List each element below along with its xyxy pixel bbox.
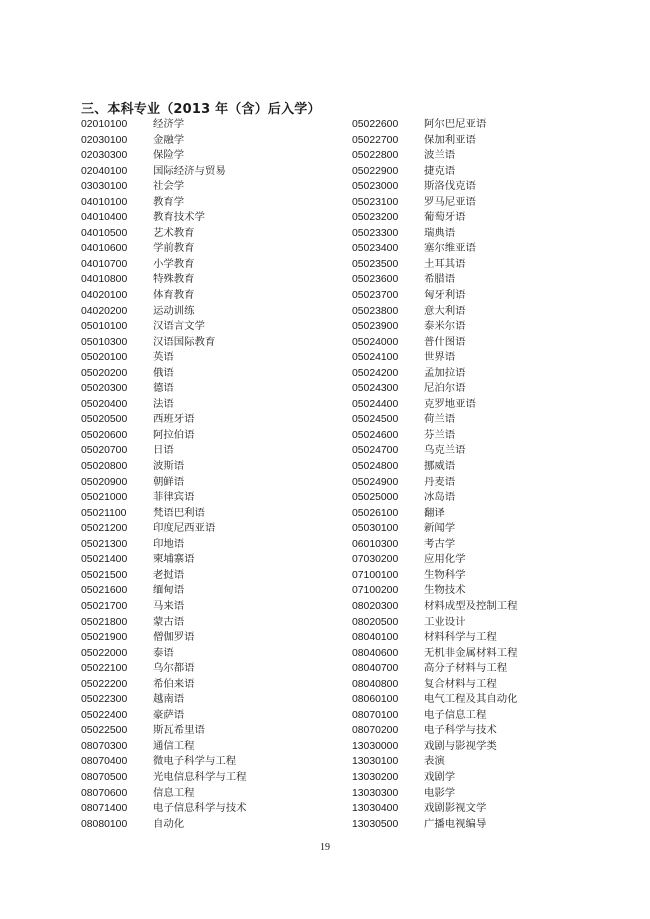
major-row xyxy=(352,630,518,646)
major-row xyxy=(81,272,247,288)
major-code: 05022300 xyxy=(81,694,128,706)
major-name: 电子信息工程 xyxy=(424,708,487,721)
major-name: 电影学 xyxy=(424,786,456,799)
major-code: 05022000 xyxy=(81,647,128,659)
major-row xyxy=(352,770,518,786)
major-name: 微电子科学与工程 xyxy=(153,755,237,768)
major-row xyxy=(352,226,518,242)
major-name: 汉语言文学 xyxy=(153,320,205,333)
major-code: 05023200 xyxy=(352,212,399,224)
major-name: 小学教育 xyxy=(153,257,195,270)
major-row xyxy=(352,428,518,444)
major-code: 05023500 xyxy=(352,258,399,270)
major-code: 08040800 xyxy=(352,678,399,690)
major-name: 尼泊尔语 xyxy=(424,382,466,395)
major-code: 13030000 xyxy=(352,740,399,752)
major-code: 05023800 xyxy=(352,305,399,317)
major-code: 05020400 xyxy=(81,398,128,410)
major-code: 08071400 xyxy=(81,803,128,815)
major-code: 08040700 xyxy=(352,663,399,675)
major-name: 乌克兰语 xyxy=(424,444,466,457)
major-code: 05020500 xyxy=(81,414,128,426)
major-code: 08070300 xyxy=(81,740,128,752)
major-row xyxy=(352,490,518,506)
major-name: 捷克语 xyxy=(424,164,456,177)
major-name: 希腊语 xyxy=(424,273,456,286)
major-code: 05023600 xyxy=(352,274,399,286)
major-code: 08070400 xyxy=(81,756,128,768)
major-code: 08020300 xyxy=(352,600,399,612)
major-row xyxy=(81,692,247,708)
major-code: 13030400 xyxy=(352,803,399,815)
major-row xyxy=(81,366,247,382)
major-code: 05023100 xyxy=(352,196,399,208)
major-row xyxy=(352,583,518,599)
major-code: 02010100 xyxy=(81,119,128,130)
major-code: 08020500 xyxy=(352,616,399,628)
major-name: 挪威语 xyxy=(424,460,456,473)
major-name: 匈牙利语 xyxy=(424,289,466,302)
major-code: 04010600 xyxy=(81,243,128,255)
major-name: 乌尔都语 xyxy=(153,662,195,675)
major-name: 冰岛语 xyxy=(424,491,456,504)
major-row xyxy=(81,381,247,397)
major-name: 教育技术学 xyxy=(153,211,205,224)
major-row xyxy=(352,381,518,397)
major-name: 豪萨语 xyxy=(153,708,185,721)
major-name: 马来语 xyxy=(153,599,185,612)
major-row xyxy=(81,490,247,506)
major-row xyxy=(352,677,518,693)
major-name: 国际经济与贸易 xyxy=(153,164,226,177)
major-name: 越南语 xyxy=(153,693,185,706)
major-name: 戏剧与影视学类 xyxy=(424,739,497,752)
major-name: 缅甸语 xyxy=(153,584,185,597)
major-code: 05020300 xyxy=(81,383,128,395)
major-row xyxy=(81,552,247,568)
major-row xyxy=(352,195,518,211)
major-row xyxy=(81,335,247,351)
major-name: 波兰语 xyxy=(424,149,456,162)
major-code: 05025000 xyxy=(352,492,399,504)
major-name: 戏剧影视文学 xyxy=(424,802,487,815)
major-name: 生物技术 xyxy=(424,584,466,597)
major-name: 英语 xyxy=(153,351,174,364)
major-name: 普什图语 xyxy=(424,335,466,348)
major-name: 新闻学 xyxy=(424,522,456,535)
major-code: 05022400 xyxy=(81,709,128,721)
major-name: 泰米尔语 xyxy=(424,320,466,333)
major-name: 通信工程 xyxy=(153,739,195,752)
major-code: 05030100 xyxy=(352,523,399,535)
major-row xyxy=(81,568,247,584)
major-row xyxy=(352,739,518,755)
major-row xyxy=(352,304,518,320)
major-code: 02040100 xyxy=(81,165,128,177)
major-name: 老挝语 xyxy=(153,568,185,581)
major-code: 04010800 xyxy=(81,274,128,286)
major-row xyxy=(81,443,247,459)
major-code: 08080100 xyxy=(81,818,128,830)
major-row xyxy=(81,226,247,242)
major-code: 05020600 xyxy=(81,429,128,441)
major-code: 05010300 xyxy=(81,336,128,348)
major-row xyxy=(352,443,518,459)
major-row xyxy=(352,117,518,133)
major-name: 电子科学与技术 xyxy=(424,724,497,737)
major-name: 保加利亚语 xyxy=(424,133,476,146)
major-name: 保险学 xyxy=(153,149,185,162)
major-name: 印地语 xyxy=(153,537,185,550)
major-code: 05023700 xyxy=(352,290,399,302)
major-name: 土耳其语 xyxy=(424,257,466,270)
major-row xyxy=(81,164,247,180)
major-code: 05010100 xyxy=(81,321,128,333)
major-row xyxy=(352,272,518,288)
major-row xyxy=(81,117,247,133)
major-code: 05024100 xyxy=(352,352,399,364)
major-code: 05024300 xyxy=(352,383,399,395)
major-name: 德语 xyxy=(153,382,174,395)
major-code: 13030300 xyxy=(352,787,399,799)
major-row xyxy=(352,537,518,553)
major-row xyxy=(352,692,518,708)
major-row xyxy=(81,506,247,522)
major-code: 05022500 xyxy=(81,725,128,737)
major-name: 荷兰语 xyxy=(424,413,456,426)
major-code: 05021600 xyxy=(81,585,128,597)
major-code: 05021700 xyxy=(81,600,128,612)
major-code: 05021400 xyxy=(81,554,128,566)
major-row xyxy=(352,661,518,677)
section-title: 三、本科专业（2013 年（含）后入学） xyxy=(81,102,321,117)
major-name: 孟加拉语 xyxy=(424,366,466,379)
major-name: 斯瓦希里语 xyxy=(153,724,205,737)
major-code: 08070200 xyxy=(352,725,399,737)
major-name: 世界语 xyxy=(424,351,456,364)
major-name: 经济学 xyxy=(153,118,185,130)
major-name: 高分子材料与工程 xyxy=(424,662,508,675)
major-row xyxy=(352,568,518,584)
major-name: 葡萄牙语 xyxy=(424,211,466,224)
major-name: 希伯来语 xyxy=(153,677,195,690)
major-row xyxy=(81,397,247,413)
major-name: 应用化学 xyxy=(424,553,466,566)
major-name: 蒙古语 xyxy=(153,615,185,628)
major-row xyxy=(352,506,518,522)
major-row xyxy=(352,164,518,180)
major-name: 教育学 xyxy=(153,195,185,208)
major-row xyxy=(352,599,518,615)
major-name: 日语 xyxy=(153,444,174,457)
major-code: 07100100 xyxy=(352,569,399,581)
major-row xyxy=(81,459,247,475)
major-row xyxy=(352,708,518,724)
major-row xyxy=(352,552,518,568)
major-code: 08060100 xyxy=(352,694,399,706)
major-row xyxy=(81,583,247,599)
major-name: 柬埔寨语 xyxy=(153,553,195,566)
major-row xyxy=(81,148,247,164)
major-row xyxy=(81,770,247,786)
major-name: 光电信息科学与工程 xyxy=(153,770,247,783)
major-row xyxy=(352,241,518,257)
major-name: 无机非金属材料工程 xyxy=(424,646,518,659)
major-row xyxy=(352,397,518,413)
major-name: 克罗地亚语 xyxy=(424,397,476,410)
major-row xyxy=(81,739,247,755)
major-name: 瑞典语 xyxy=(424,226,456,239)
major-name: 电气工程及其自动化 xyxy=(424,693,518,706)
page-number: 19 xyxy=(320,842,330,853)
major-code: 05021300 xyxy=(81,538,128,550)
major-row xyxy=(352,801,518,817)
major-name: 菲律宾语 xyxy=(153,491,195,504)
major-code: 04010500 xyxy=(81,227,128,239)
major-name: 朝鲜语 xyxy=(153,475,185,488)
major-code: 05022900 xyxy=(352,165,399,177)
major-code: 05022100 xyxy=(81,663,128,675)
major-row xyxy=(352,319,518,335)
major-code: 04020200 xyxy=(81,305,128,317)
major-row xyxy=(352,335,518,351)
major-name: 表演 xyxy=(424,755,445,768)
major-row xyxy=(81,615,247,631)
major-name: 自动化 xyxy=(153,817,185,830)
left-column xyxy=(81,117,247,832)
major-name: 戏剧学 xyxy=(424,770,456,783)
major-name: 阿尔巴尼亚语 xyxy=(424,118,487,130)
major-name: 芬兰语 xyxy=(424,428,456,441)
major-name: 阿拉伯语 xyxy=(153,428,195,441)
major-row xyxy=(81,133,247,149)
major-code: 06010300 xyxy=(352,538,399,550)
major-code: 04010400 xyxy=(81,212,128,224)
major-row xyxy=(352,148,518,164)
major-code: 05023400 xyxy=(352,243,399,255)
major-name: 社会学 xyxy=(153,180,185,193)
major-code: 13030100 xyxy=(352,756,399,768)
major-row xyxy=(81,319,247,335)
major-row xyxy=(352,615,518,631)
major-row xyxy=(81,677,247,693)
major-name: 汉语国际教育 xyxy=(153,335,216,348)
major-row xyxy=(81,241,247,257)
major-name: 艺术教育 xyxy=(153,226,195,239)
major-row xyxy=(352,723,518,739)
major-code: 05024700 xyxy=(352,445,399,457)
major-code: 05020100 xyxy=(81,352,128,364)
major-name: 特殊教育 xyxy=(153,273,195,286)
major-code: 05024600 xyxy=(352,429,399,441)
major-code: 05023000 xyxy=(352,181,399,193)
major-name: 泰语 xyxy=(153,646,174,659)
major-row xyxy=(352,475,518,491)
major-name: 考古学 xyxy=(424,537,456,550)
major-code: 05020200 xyxy=(81,367,128,379)
major-row xyxy=(352,366,518,382)
major-row xyxy=(352,646,518,662)
major-name: 罗马尼亚语 xyxy=(424,195,476,208)
major-row xyxy=(81,723,247,739)
major-code: 05022700 xyxy=(352,134,399,146)
major-code: 02030100 xyxy=(81,134,128,146)
major-code: 08040600 xyxy=(352,647,399,659)
major-code: 08040100 xyxy=(352,632,399,644)
major-row xyxy=(81,708,247,724)
major-name: 斯洛伐克语 xyxy=(424,180,476,193)
major-code: 05024800 xyxy=(352,461,399,473)
major-row xyxy=(352,257,518,273)
major-name: 印度尼西亚语 xyxy=(153,522,216,535)
major-row xyxy=(81,257,247,273)
major-code: 05021900 xyxy=(81,632,128,644)
major-code: 05024200 xyxy=(352,367,399,379)
major-name: 复合材料与工程 xyxy=(424,677,497,690)
major-name: 俄语 xyxy=(153,366,174,379)
major-name: 法语 xyxy=(153,397,174,410)
major-code: 05020700 xyxy=(81,445,128,457)
major-name: 材料科学与工程 xyxy=(424,631,497,644)
major-name: 运动训练 xyxy=(153,304,195,317)
major-code: 05021100 xyxy=(81,507,127,519)
major-code: 05023300 xyxy=(352,227,399,239)
major-row xyxy=(81,646,247,662)
major-name: 金融学 xyxy=(153,133,185,146)
major-row xyxy=(81,210,247,226)
major-row xyxy=(81,179,247,195)
major-row xyxy=(352,754,518,770)
major-row xyxy=(81,475,247,491)
major-name: 翻译 xyxy=(424,506,445,519)
major-name: 梵语巴利语 xyxy=(153,506,205,519)
major-row xyxy=(81,754,247,770)
major-row xyxy=(352,521,518,537)
major-code: 05020900 xyxy=(81,476,128,488)
major-code: 05022200 xyxy=(81,678,128,690)
major-row xyxy=(81,428,247,444)
major-code: 13030200 xyxy=(352,771,399,783)
major-row xyxy=(81,195,247,211)
major-code: 05022800 xyxy=(352,150,399,162)
major-code: 05021500 xyxy=(81,569,128,581)
major-name: 僧伽罗语 xyxy=(153,631,195,644)
major-code: 07100200 xyxy=(352,585,399,597)
major-code: 08070600 xyxy=(81,787,128,799)
major-row xyxy=(352,133,518,149)
major-row xyxy=(352,210,518,226)
major-code: 05024400 xyxy=(352,398,399,410)
major-row xyxy=(81,521,247,537)
major-code: 04010700 xyxy=(81,258,128,270)
major-row xyxy=(352,817,518,833)
major-name: 广播电视编导 xyxy=(424,817,487,830)
major-name: 意大利语 xyxy=(424,304,466,317)
major-name: 生物科学 xyxy=(424,568,466,581)
major-name: 体育教育 xyxy=(153,289,195,302)
major-code: 05021200 xyxy=(81,523,128,535)
major-code: 05020800 xyxy=(81,461,128,473)
major-name: 工业设计 xyxy=(424,615,466,628)
major-code: 05024500 xyxy=(352,414,399,426)
major-name: 西班牙语 xyxy=(153,413,195,426)
major-code: 05021800 xyxy=(81,616,128,628)
major-code: 05021000 xyxy=(81,492,128,504)
major-row xyxy=(81,304,247,320)
major-name: 波斯语 xyxy=(153,460,185,473)
major-row xyxy=(352,288,518,304)
major-code: 08070500 xyxy=(81,771,128,783)
major-row xyxy=(352,179,518,195)
major-code: 02030300 xyxy=(81,150,128,162)
major-code: 04010100 xyxy=(81,196,128,208)
right-column xyxy=(352,117,518,832)
major-code: 03030100 xyxy=(81,181,128,193)
major-code: 07030200 xyxy=(352,554,399,566)
major-name: 学前教育 xyxy=(153,242,195,255)
major-code: 08070100 xyxy=(352,709,399,721)
major-code: 05024900 xyxy=(352,476,399,488)
major-code: 05026100 xyxy=(352,507,399,519)
major-row xyxy=(81,661,247,677)
major-row xyxy=(81,801,247,817)
major-row xyxy=(81,412,247,428)
major-name: 材料成型及控制工程 xyxy=(424,599,518,612)
major-code: 13030500 xyxy=(352,818,399,830)
major-row xyxy=(81,786,247,802)
major-name: 信息工程 xyxy=(153,786,195,799)
major-row xyxy=(352,459,518,475)
major-row xyxy=(81,288,247,304)
major-code: 05022600 xyxy=(352,119,399,130)
major-name: 丹麦语 xyxy=(424,475,456,488)
major-name: 塞尔维亚语 xyxy=(424,242,476,255)
major-row xyxy=(352,412,518,428)
major-row xyxy=(81,350,247,366)
major-code: 04020100 xyxy=(81,290,128,302)
major-name: 电子信息科学与技术 xyxy=(153,802,247,815)
major-row xyxy=(352,786,518,802)
major-code: 05023900 xyxy=(352,321,399,333)
major-row xyxy=(81,817,247,833)
major-code: 05024000 xyxy=(352,336,399,348)
major-row xyxy=(81,630,247,646)
major-row xyxy=(81,537,247,553)
major-row xyxy=(81,599,247,615)
major-row xyxy=(352,350,518,366)
